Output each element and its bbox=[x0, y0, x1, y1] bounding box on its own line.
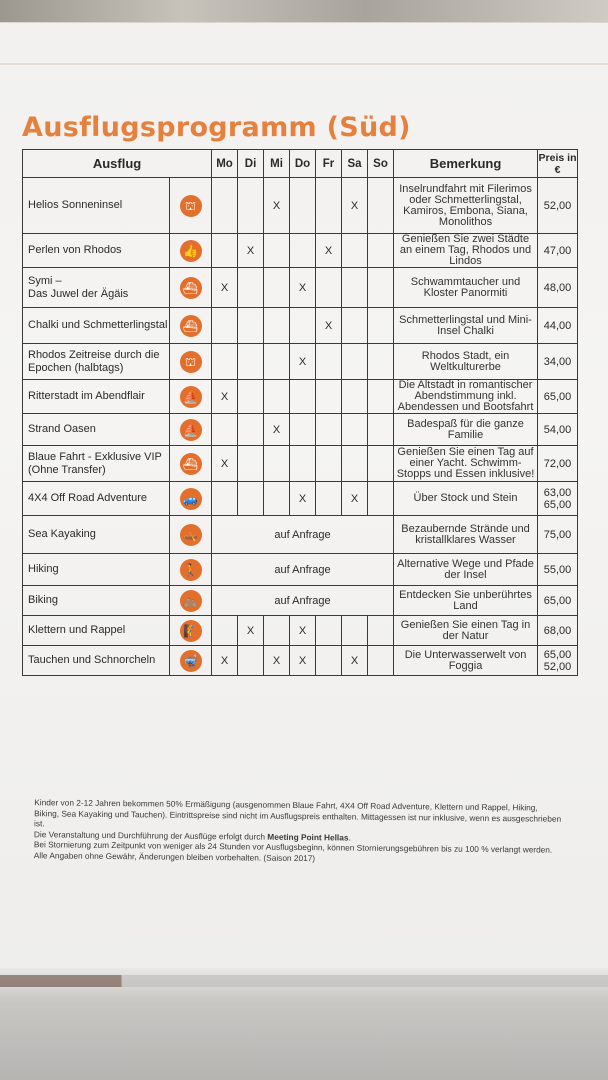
excursion-name: Tauchen und Schnorcheln bbox=[23, 646, 170, 676]
excursion-name: Helios Sonneninsel bbox=[23, 178, 170, 234]
day-cell bbox=[316, 414, 342, 446]
table-row bbox=[23, 646, 578, 676]
day-cell: X bbox=[290, 616, 316, 646]
day-cell bbox=[368, 446, 394, 482]
icon-cell bbox=[170, 414, 212, 446]
jeep-icon: 🚙 bbox=[180, 488, 202, 510]
day-cell bbox=[238, 344, 264, 380]
day-cell bbox=[316, 482, 342, 516]
day-cell: X bbox=[264, 414, 290, 446]
table-header-row bbox=[23, 150, 578, 178]
boat-icon: ⛵ bbox=[180, 386, 202, 408]
day-cell bbox=[316, 268, 342, 308]
day-cell bbox=[342, 380, 368, 414]
day-cell bbox=[368, 616, 394, 646]
sailboat-icon: ⛵ bbox=[180, 419, 202, 441]
header-preis: Preis in € bbox=[538, 151, 577, 176]
on-request-label: auf Anfrage bbox=[212, 554, 394, 586]
day-cell: X bbox=[238, 616, 264, 646]
sheet-edge bbox=[0, 63, 608, 65]
day-cell bbox=[238, 178, 264, 234]
excursion-note: Die Altstadt in romantischer Abendstimmung inkl. Abendessen und Bootsfahrt bbox=[394, 380, 538, 414]
day-cell bbox=[342, 234, 368, 268]
on-request-label: auf Anfrage bbox=[212, 516, 394, 554]
excursion-price: 54,00 bbox=[538, 414, 578, 446]
excursion-note: Genießen Sie einen Tag auf einer Yacht. Schwimm-Stopps und Essen inklusive! bbox=[394, 446, 538, 482]
table-row bbox=[23, 516, 578, 554]
table-row bbox=[23, 446, 578, 482]
day-cell bbox=[290, 308, 316, 344]
hiker-icon: 🚶 bbox=[180, 559, 202, 581]
table-row bbox=[23, 178, 578, 234]
table-row bbox=[23, 414, 578, 446]
day-cell bbox=[238, 646, 264, 676]
day-cell bbox=[316, 646, 342, 676]
excursion-price: 72,00 bbox=[538, 446, 578, 482]
day-cell bbox=[290, 446, 316, 482]
day-cell: X bbox=[212, 380, 238, 414]
icon-cell bbox=[170, 380, 212, 414]
excursion-note: Schwammtaucher und Kloster Panormiti bbox=[394, 268, 538, 308]
footnote-organizer-end: . bbox=[348, 832, 351, 843]
table-row bbox=[23, 616, 578, 646]
day-cell: X bbox=[342, 178, 368, 234]
excursion-name: Symi – Das Juwel der Ägäis bbox=[23, 268, 170, 308]
day-cell: X bbox=[238, 234, 264, 268]
day-cell bbox=[264, 446, 290, 482]
table-row bbox=[23, 586, 578, 616]
excursion-name: Hiking bbox=[23, 554, 170, 586]
excursion-price: 34,00 bbox=[538, 344, 578, 380]
day-cell bbox=[316, 178, 342, 234]
day-cell: X bbox=[290, 482, 316, 516]
temple-icon: ⛫ bbox=[180, 195, 202, 217]
day-cell bbox=[264, 380, 290, 414]
day-cell bbox=[264, 268, 290, 308]
excursion-price: 55,00 bbox=[538, 554, 578, 586]
day-cell bbox=[368, 414, 394, 446]
table-row bbox=[23, 482, 578, 516]
day-cell bbox=[212, 178, 238, 234]
footnote-discount: Kinder von 2-12 Jahren bekommen 50% Ermäßigung (ausgenommen Blaue Fahrt, 4X4 Off Road Adventure, Klettern und Rappel, Hiking, Biking, Sea Kayaking und Tauchen). Eintrittspreise sind nicht im Ausflugspreis enthalten. Mittagessen ist nur inklusive, wenn es ausgeschrieben ist. bbox=[34, 797, 562, 829]
ship-icon: ⛴ bbox=[180, 277, 202, 299]
day-cell bbox=[264, 308, 290, 344]
day-cell: X bbox=[316, 234, 342, 268]
day-cell bbox=[342, 414, 368, 446]
header-day-mi: Mi bbox=[264, 150, 290, 178]
day-cell bbox=[212, 616, 238, 646]
day-cell bbox=[264, 616, 290, 646]
day-cell: X bbox=[290, 646, 316, 676]
day-cell bbox=[368, 234, 394, 268]
excursion-note: Rhodos Stadt, ein Weltkulturerbe bbox=[394, 344, 538, 380]
day-cell bbox=[238, 482, 264, 516]
excursion-note: Über Stock und Stein bbox=[394, 482, 538, 516]
day-cell bbox=[316, 380, 342, 414]
icon-cell bbox=[170, 482, 212, 516]
header-day-so: So bbox=[368, 150, 394, 178]
day-cell bbox=[212, 234, 238, 268]
footnote-cancellation: Bei Stornierung zum Zeitpunkt von weniger als 24 Stunden vor Ausflugsbeginn, können Stornierungsgebühren bis zu 100 % verlangt werden. Alle Angaben ohne Gewähr, Änderungen bleiben vorbehalten. (Saison 2017) bbox=[33, 839, 553, 864]
day-cell bbox=[238, 380, 264, 414]
day-cell: X bbox=[316, 308, 342, 344]
excursion-price: 65,00 bbox=[538, 586, 578, 616]
excursion-name: Chalki und Schmetterlingstal bbox=[23, 308, 170, 344]
day-cell: X bbox=[290, 344, 316, 380]
day-cell bbox=[290, 414, 316, 446]
excursion-name: Strand Oasen bbox=[23, 414, 170, 446]
excursion-name: Klettern und Rappel bbox=[23, 616, 170, 646]
icon-cell bbox=[170, 586, 212, 616]
table-row bbox=[23, 380, 578, 414]
day-cell: X bbox=[212, 446, 238, 482]
day-cell bbox=[238, 308, 264, 344]
day-cell bbox=[368, 482, 394, 516]
excursion-note: Genießen Sie einen Tag in der Natur bbox=[394, 616, 538, 646]
day-cell bbox=[212, 308, 238, 344]
day-cell bbox=[342, 344, 368, 380]
day-cell bbox=[368, 646, 394, 676]
day-cell bbox=[342, 308, 368, 344]
excursion-name: Sea Kayaking bbox=[23, 516, 170, 554]
thumbs-up-icon: 👍 bbox=[180, 240, 202, 262]
excursion-name: Perlen von Rhodos bbox=[23, 234, 170, 268]
ship-icon: ⛴ bbox=[180, 315, 202, 337]
climber-icon: 🧗 bbox=[180, 620, 202, 642]
yacht-icon: ⛴ bbox=[180, 453, 202, 475]
day-cell bbox=[316, 616, 342, 646]
excursion-note: Entdecken Sie unberührtes Land bbox=[394, 586, 538, 616]
day-cell: X bbox=[264, 646, 290, 676]
day-cell: X bbox=[290, 268, 316, 308]
excursion-note: Alternative Wege und Pfade der Insel bbox=[394, 554, 538, 586]
excursion-price: 65,00 bbox=[538, 380, 578, 414]
icon-cell bbox=[170, 516, 212, 554]
day-cell bbox=[316, 344, 342, 380]
excursion-price: 65,00 52,00 bbox=[538, 646, 578, 676]
icon-cell bbox=[170, 616, 212, 646]
day-cell bbox=[212, 482, 238, 516]
day-cell: X bbox=[212, 646, 238, 676]
temple-icon: ⛫ bbox=[180, 351, 202, 373]
kayak-icon: 🛶 bbox=[180, 524, 202, 546]
header-day-fr: Fr bbox=[316, 150, 342, 178]
table-row bbox=[23, 268, 578, 308]
excursion-name: Ritterstadt im Abendflair bbox=[23, 380, 170, 414]
footnote-organizer-text: Die Veranstaltung und Durchführung der Ausflüge erfolgt durch bbox=[33, 829, 268, 842]
day-cell bbox=[290, 380, 316, 414]
on-request-label: auf Anfrage bbox=[212, 586, 394, 616]
excursion-price: 48,00 bbox=[538, 268, 578, 308]
table-row bbox=[23, 234, 578, 268]
table-row bbox=[23, 344, 578, 380]
day-cell: X bbox=[342, 482, 368, 516]
excursion-price: 52,00 bbox=[538, 178, 578, 234]
day-cell bbox=[316, 446, 342, 482]
day-cell: X bbox=[212, 268, 238, 308]
day-cell bbox=[264, 482, 290, 516]
day-cell bbox=[368, 308, 394, 344]
day-cell bbox=[368, 268, 394, 308]
footnote bbox=[34, 797, 565, 866]
excursion-note: Bezaubernde Strände und kristallklares Wasser bbox=[394, 516, 538, 554]
day-cell bbox=[342, 446, 368, 482]
excursion-name: 4X4 Off Road Adventure bbox=[23, 482, 170, 516]
day-cell bbox=[264, 234, 290, 268]
day-cell bbox=[290, 178, 316, 234]
background-fold bbox=[0, 975, 608, 987]
icon-cell bbox=[170, 344, 212, 380]
day-cell bbox=[342, 268, 368, 308]
header-ausflug: Ausflug bbox=[23, 150, 212, 178]
excursion-note: Schmetterlingstal und Mini-Insel Chalki bbox=[394, 308, 538, 344]
excursion-price: 44,00 bbox=[538, 308, 578, 344]
day-cell bbox=[212, 414, 238, 446]
excursion-price: 63,00 65,00 bbox=[538, 482, 578, 516]
day-cell bbox=[238, 414, 264, 446]
day-cell bbox=[368, 178, 394, 234]
icon-cell bbox=[170, 234, 212, 268]
day-cell: X bbox=[342, 646, 368, 676]
excursion-note: Die Unterwasserwelt von Foggia bbox=[394, 646, 538, 676]
day-cell bbox=[290, 234, 316, 268]
icon-cell bbox=[170, 308, 212, 344]
day-cell bbox=[238, 446, 264, 482]
excursion-name: Blaue Fahrt - Exklusive VIP (Ohne Transfer) bbox=[23, 446, 170, 482]
icon-cell bbox=[170, 178, 212, 234]
icon-cell bbox=[170, 446, 212, 482]
excursion-price: 47,00 bbox=[538, 234, 578, 268]
table-body bbox=[23, 178, 578, 676]
header-day-mo: Mo bbox=[212, 150, 238, 178]
footnote-organizer-name: Meeting Point Hellas bbox=[267, 831, 349, 843]
icon-cell bbox=[170, 554, 212, 586]
day-cell bbox=[368, 344, 394, 380]
header-day-di: Di bbox=[238, 150, 264, 178]
day-cell bbox=[238, 268, 264, 308]
page-title: Ausflugsprogramm (Süd) bbox=[22, 112, 411, 143]
excursion-note: Inselrundfahrt mit Filerimos oder Schmetterlingstal, Kamiros, Embona, Siana, Monolithos bbox=[394, 178, 538, 234]
day-cell bbox=[212, 344, 238, 380]
excursion-name: Rhodos Zeitreise durch die Epochen (halbtags) bbox=[23, 344, 170, 380]
excursion-note: Badespaß für die ganze Familie bbox=[394, 414, 538, 446]
excursion-name: Biking bbox=[23, 586, 170, 616]
header-day-do: Do bbox=[290, 150, 316, 178]
diving-mask-icon: 🤿 bbox=[180, 650, 202, 672]
excursion-table bbox=[22, 149, 578, 676]
day-cell bbox=[264, 344, 290, 380]
excursion-note: Genießen Sie zwei Städte an einem Tag, Rhodos und Lindos bbox=[394, 234, 538, 268]
bicycle-icon: 🚲 bbox=[180, 590, 202, 612]
table-row bbox=[23, 554, 578, 586]
excursion-price: 68,00 bbox=[538, 616, 578, 646]
header-bemerkung: Bemerkung bbox=[394, 150, 538, 178]
table-row bbox=[23, 308, 578, 344]
day-cell bbox=[368, 380, 394, 414]
day-cell: X bbox=[264, 178, 290, 234]
header-day-sa: Sa bbox=[342, 150, 368, 178]
day-cell bbox=[342, 616, 368, 646]
icon-cell bbox=[170, 646, 212, 676]
icon-cell bbox=[170, 268, 212, 308]
excursion-price: 75,00 bbox=[538, 516, 578, 554]
